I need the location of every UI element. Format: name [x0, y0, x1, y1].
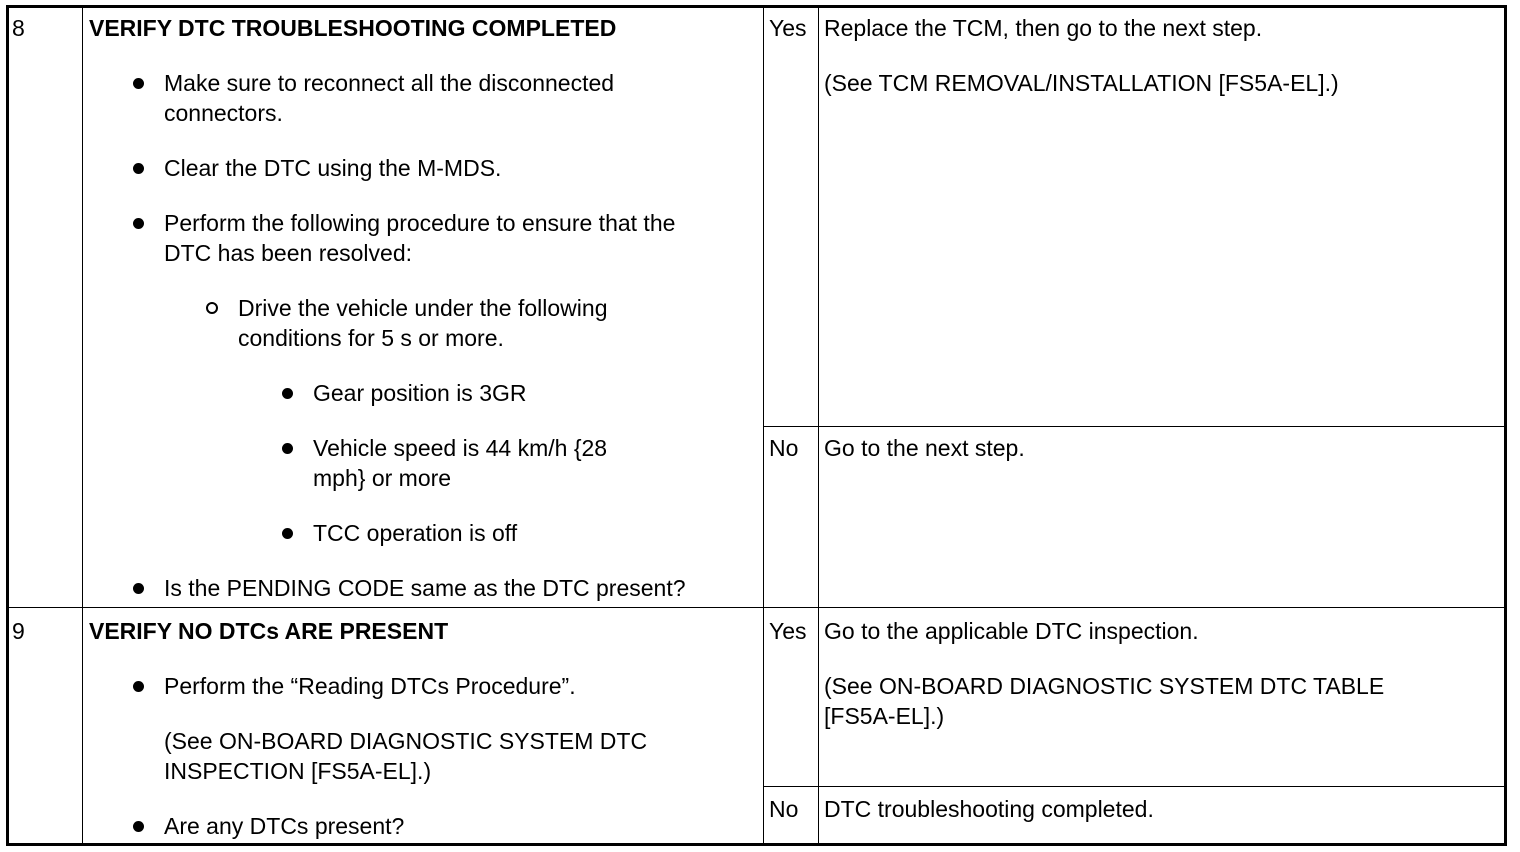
step-title: VERIFY DTC TROUBLESHOOTING COMPLETED	[89, 15, 617, 41]
answer-no-label: No	[769, 796, 799, 822]
instruction-reference-line1: (See ON-BOARD DIAGNOSTIC SYSTEM DTC	[164, 728, 648, 754]
bullet-icon	[133, 681, 144, 692]
bullet-icon	[133, 821, 144, 832]
instruction-reading-dtcs: Perform the “Reading DTCs Procedure”.	[164, 673, 576, 699]
table-border-left	[6, 5, 9, 846]
instruction-drive-line2: conditions for 5 s or more.	[238, 325, 504, 351]
condition-tcc: TCC operation is off	[313, 520, 518, 546]
bullet-icon	[133, 78, 144, 89]
condition-gear: Gear position is 3GR	[313, 380, 527, 406]
bullet-icon	[133, 218, 144, 229]
answer-yes-action: Go to the applicable DTC inspection.	[824, 618, 1199, 644]
answer-yes-label: Yes	[769, 618, 807, 644]
step-title: VERIFY NO DTCs ARE PRESENT	[89, 618, 449, 644]
condition-speed-line2: mph} or more	[313, 465, 452, 491]
instruction-perform-line1: Perform the following procedure to ensure that the	[164, 210, 676, 236]
bullet-icon	[282, 388, 293, 399]
answer-no-label: No	[769, 435, 799, 461]
answer-yes-action: Replace the TCM, then go to the next step.	[824, 15, 1263, 41]
condition-speed-line1: Vehicle speed is 44 km/h {28	[313, 435, 608, 461]
table-border-bottom	[6, 843, 1507, 846]
instruction-reconnect-line1: Make sure to reconnect all the disconnected	[164, 70, 615, 96]
bullet-icon	[133, 583, 144, 594]
step-number: 9	[12, 618, 25, 644]
instruction-clear-dtc: Clear the DTC using the M-MDS.	[164, 155, 502, 181]
row-divider-step8-yes-no	[763, 426, 1505, 427]
answer-yes-reference: (See TCM REMOVAL/INSTALLATION [FS5A-EL].)	[824, 70, 1339, 96]
question-pending-code: Is the PENDING CODE same as the DTC present?	[164, 575, 686, 601]
bullet-icon	[282, 443, 293, 454]
instruction-reference-line2: INSPECTION [FS5A-EL].)	[164, 758, 432, 784]
row-divider-step9-yes-no	[763, 786, 1505, 787]
instruction-reconnect-line2: connectors.	[164, 100, 283, 126]
instruction-drive-line1: Drive the vehicle under the following	[238, 295, 608, 321]
answer-no-action: DTC troubleshooting completed.	[824, 796, 1154, 822]
answer-yes-reference-line1: (See ON-BOARD DIAGNOSTIC SYSTEM DTC TABLE	[824, 673, 1385, 699]
answer-yes-label: Yes	[769, 15, 807, 41]
row-divider-step8-step9	[6, 607, 1506, 608]
bullet-icon	[133, 163, 144, 174]
column-divider-step	[82, 5, 83, 846]
step-number: 8	[12, 15, 25, 41]
answer-yes-reference-line2: [FS5A-EL].)	[824, 703, 945, 729]
instruction-perform-line2: DTC has been resolved:	[164, 240, 413, 266]
hollow-bullet-icon	[206, 302, 218, 314]
table-border-top	[6, 5, 1507, 8]
answer-no-action: Go to the next step.	[824, 435, 1025, 461]
question-dtcs-present: Are any DTCs present?	[164, 813, 405, 839]
bullet-icon	[282, 528, 293, 539]
